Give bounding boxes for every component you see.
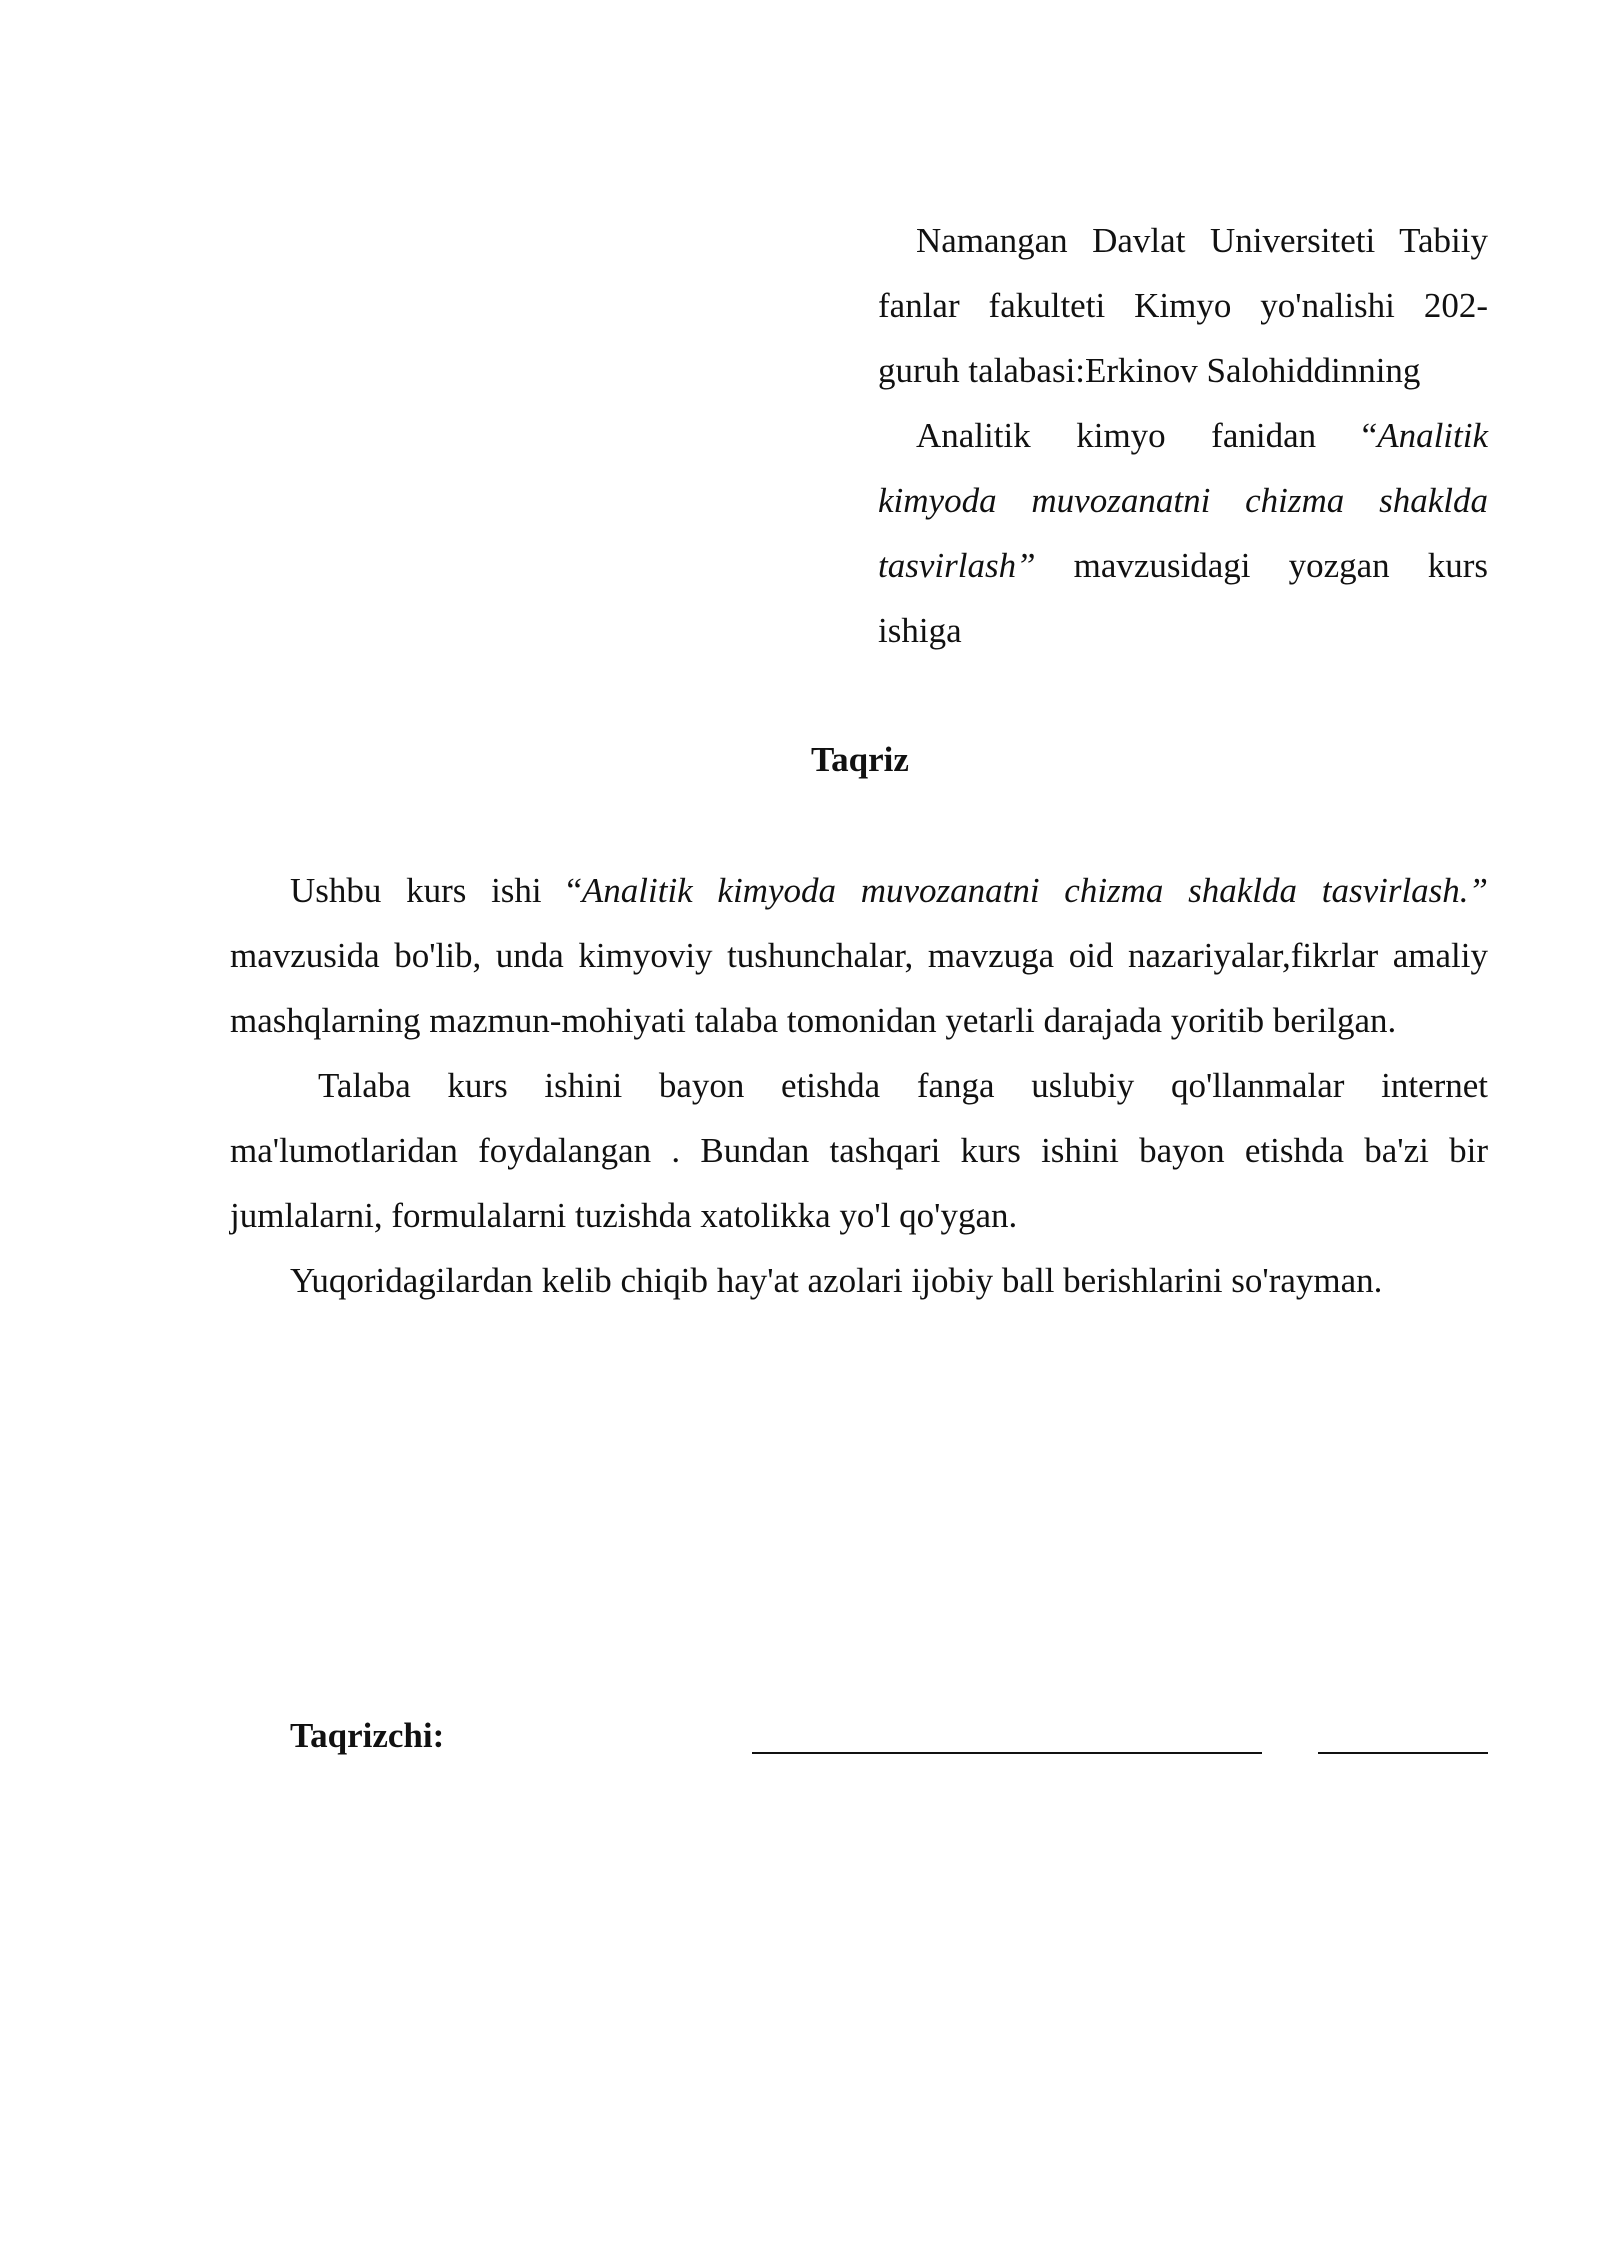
addressee-topic-title: Analitik kimyoda muvozanatni chizma shaklda tasvirlash”	[878, 416, 1488, 585]
addressee-topic-suffix: mavzusidagi yozgan kurs ishiga	[878, 546, 1488, 650]
addressee-student: Namangan Davlat Universiteti Tabiiy fanlar fakulteti Kimyo yo'nalishi 202-guruh talabasi:Erkinov Salohiddinning	[878, 221, 1488, 390]
addressee-topic	[878, 403, 1488, 663]
addressee-topic-prefix: Analitik kimyo fanidan “	[916, 416, 1378, 455]
review-paragraph-3: Yuqoridagilardan kelib chiqib hay'at azolari ijobiy ball berishlarini so'rayman.	[290, 1261, 1383, 1300]
signature-name-line	[752, 1752, 1262, 1754]
signature-date-line	[1318, 1752, 1488, 1754]
paragraph-1-prefix: Ushbu kurs ishi “	[290, 871, 582, 910]
addressee-block	[878, 208, 1488, 663]
reviewer-label: Taqrizchi:	[290, 1716, 445, 1755]
document-title: Taqriz	[811, 740, 909, 779]
paragraph-1-suffix: mavzusida bo'lib, unda kimyoviy tushunchalar, mavzuga oid nazariyalar,fikrlar amaliy mashqlarning mazmun-mohiyati talaba tomonidan yetarli darajada yoritib berilgan.	[230, 936, 1488, 1040]
paragraph-1-topic: Analitik kimyoda muvozanatni chizma shaklda tasvirlash.”	[581, 871, 1489, 910]
review-paragraph-2: Talaba kurs ishini bayon etishda fanga uslubiy qo'llanmalar internet ma'lumotlaridan foydalangan . Bundan tashqari kurs ishini bayon etishda ba'zi bir jumlalarni, formulalarni tuzishda xatolikka yo'l qo'ygan.	[230, 1066, 1488, 1235]
review-paragraph-1	[230, 858, 1488, 1053]
review-body	[230, 858, 1488, 1313]
